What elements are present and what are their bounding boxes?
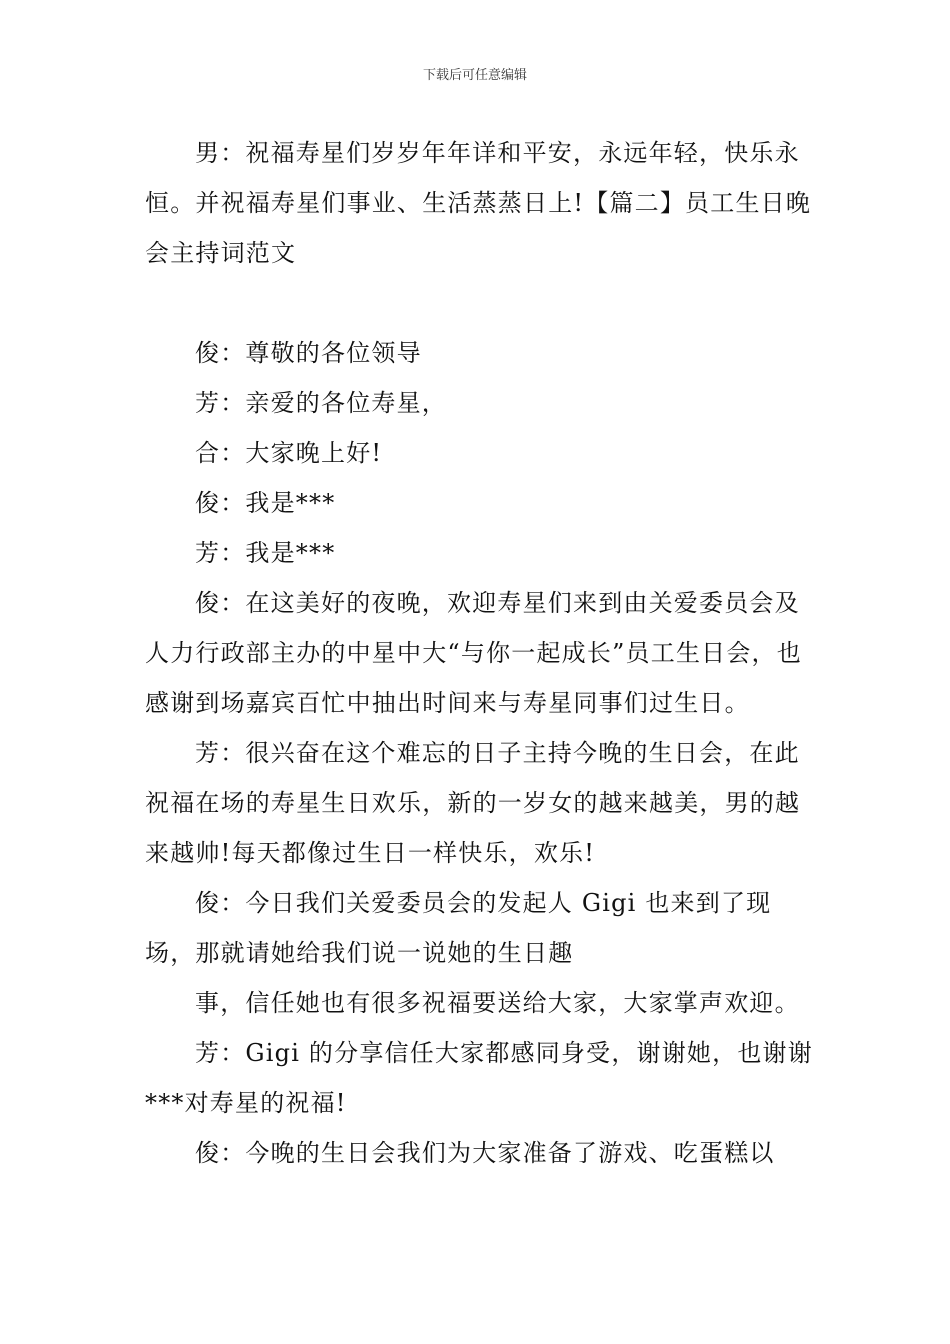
paragraph-closing-blessing: 男：祝福寿星们岁岁年年详和平安，永远年轻，快乐永恒。并祝福寿星们事业、生活蒸蒸日上!【篇二】员工生日晚会主持词范文 [145,139,812,267]
paragraph-jun-gigi: 俊：今日我们关爱委员会的发起人 Gigi 也来到了现场，那就请她给我们说一说她的生日趣 [145,889,772,967]
paragraph-gap [145,278,817,328]
paragraph-jun-greeting: 俊：尊敬的各位领导 [195,339,422,367]
paragraph-fang-intro: 芳：我是*** [195,539,336,567]
document-body [145,128,817,1178]
paragraph-fang-thanks: 芳：Gigi 的分享信任大家都感同身受，谢谢她，也谢谢***对寿星的祝福! [145,1039,813,1117]
paragraph-together-greeting: 合：大家晚上好! [195,439,383,467]
paragraph-fang-wishes: 芳：很兴奋在这个难忘的日子主持今晚的生日会，在此祝福在场的寿星生日欢乐，新的一岁女的越来越美，男的越来越帅!每天都像过生日一样快乐，欢乐! [145,739,801,867]
page-header: 下载后可任意编辑 [422,68,527,83]
paragraph-jun-welcome: 俊：在这美好的夜晚，欢迎寿星们来到由关爱委员会及人力行政部主办的中星中大“与你一起成长”员工生日会，也感谢到场嘉宾百忙中抽出时间来与寿星同事们过生日。 [145,589,802,717]
paragraph-jun-gigi-cont: 事，信任她也有很多祝福要送给大家，大家掌声欢迎。 [195,989,800,1017]
paragraph-fang-greeting: 芳：亲爱的各位寿星， [195,389,447,417]
paragraph-jun-intro: 俊：我是*** [195,489,336,517]
paragraph-jun-program: 俊：今晚的生日会我们为大家准备了游戏、吃蛋糕以 [195,1139,775,1167]
